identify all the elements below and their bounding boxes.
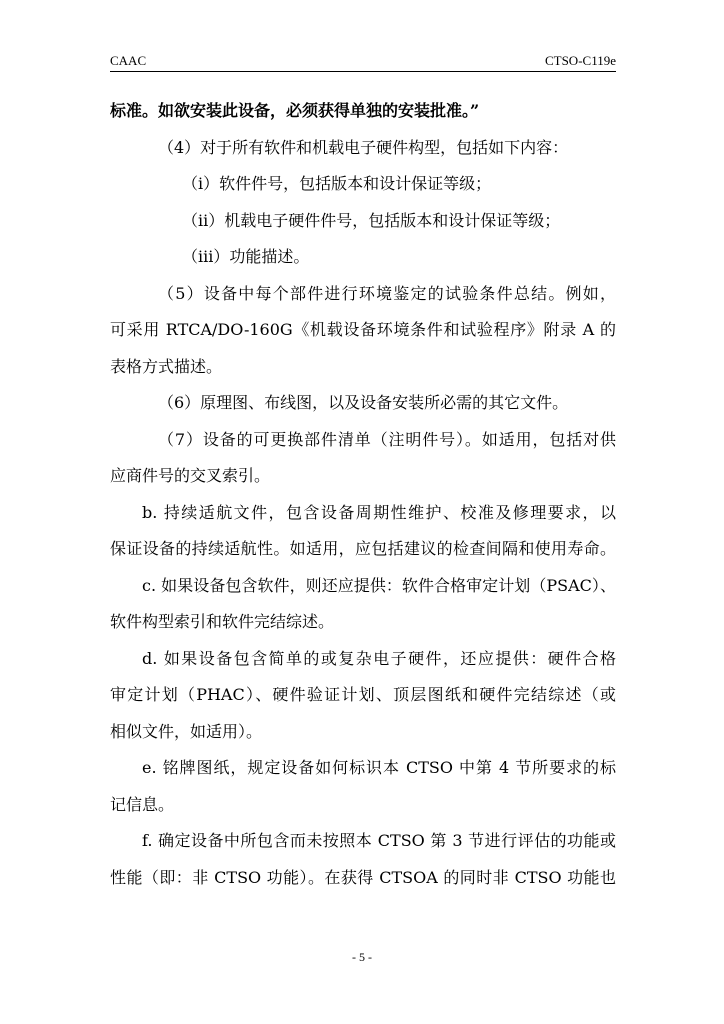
paragraph-line: 相似文件，如适用）。: [110, 721, 263, 741]
paragraph-line: （i）软件件号，包括版本和设计保证等级；: [182, 174, 492, 193]
header-left-text: CAAC: [110, 53, 147, 68]
paragraph-line: 软件构型索引和软件完结综述。: [110, 612, 335, 631]
paragraph-line: （6）原理图、布线图，以及设备安装所必需的其它文件。: [158, 393, 569, 412]
paragraph-line: b. 持续适航文件，包含设备周期性维护、校准及修理要求，以: [142, 502, 616, 522]
paragraph-line: 性能（即：非 CTSO 功能）。在获得 CTSOA 的同时非 CTSO 功能也: [110, 867, 616, 887]
paragraph-line: （4）对于所有软件和机载电子硬件构型，包括如下内容：: [158, 137, 569, 157]
page-header: [110, 53, 616, 73]
paragraph-line: e. 铭牌图纸，规定设备如何标识本 CTSO 中第 4 节所要求的标: [142, 758, 616, 777]
paragraph-line: d. 如果设备包含简单的或复杂电子硬件，还应提供：硬件合格: [142, 648, 616, 668]
paragraph-line: f. 确定设备中所包含而未按照本 CTSO 第 3 节进行评估的功能或: [142, 831, 616, 850]
paragraph-line: 审定计划（PHAC）、硬件验证计划、顶层图纸和硬件完结综述（或: [110, 685, 616, 704]
header-right-text: CTSO-C119e: [544, 53, 616, 68]
paragraph-line: 记信息。: [110, 794, 175, 814]
paragraph-line: c. 如果设备包含软件，则还应提供：软件合格审定计划（PSAC）、: [142, 575, 616, 595]
paragraph-line: （ii）机载电子硬件件号，包括版本和设计保证等级；: [182, 210, 561, 230]
document-body: [110, 93, 616, 896]
paragraph-line: 可采用 RTCA/DO-160G《机载设备环境条件和试验程序》附录 A 的: [110, 320, 616, 339]
paragraph-line: （iii）功能描述。: [182, 247, 310, 266]
paragraph-line: 应商件号的交叉索引。: [110, 466, 271, 485]
paragraph-line: （7）设备的可更换部件清单（注明件号）。如适用，包括对供: [158, 429, 616, 449]
paragraph-line: 保证设备的持续适航性。如适用，应包括建议的检查间隔和使用寿命。: [110, 539, 616, 558]
page-number: - 5 -: [352, 950, 372, 964]
paragraph-line: 标准。如欲安装此设备，必须获得单独的安装批准。”: [110, 101, 480, 120]
header-divider: [110, 71, 616, 72]
paragraph-line: 表格方式描述。: [110, 356, 223, 376]
paragraph-line: （5）设备中每个部件进行环境鉴定的试验条件总结。例如，: [158, 283, 616, 303]
